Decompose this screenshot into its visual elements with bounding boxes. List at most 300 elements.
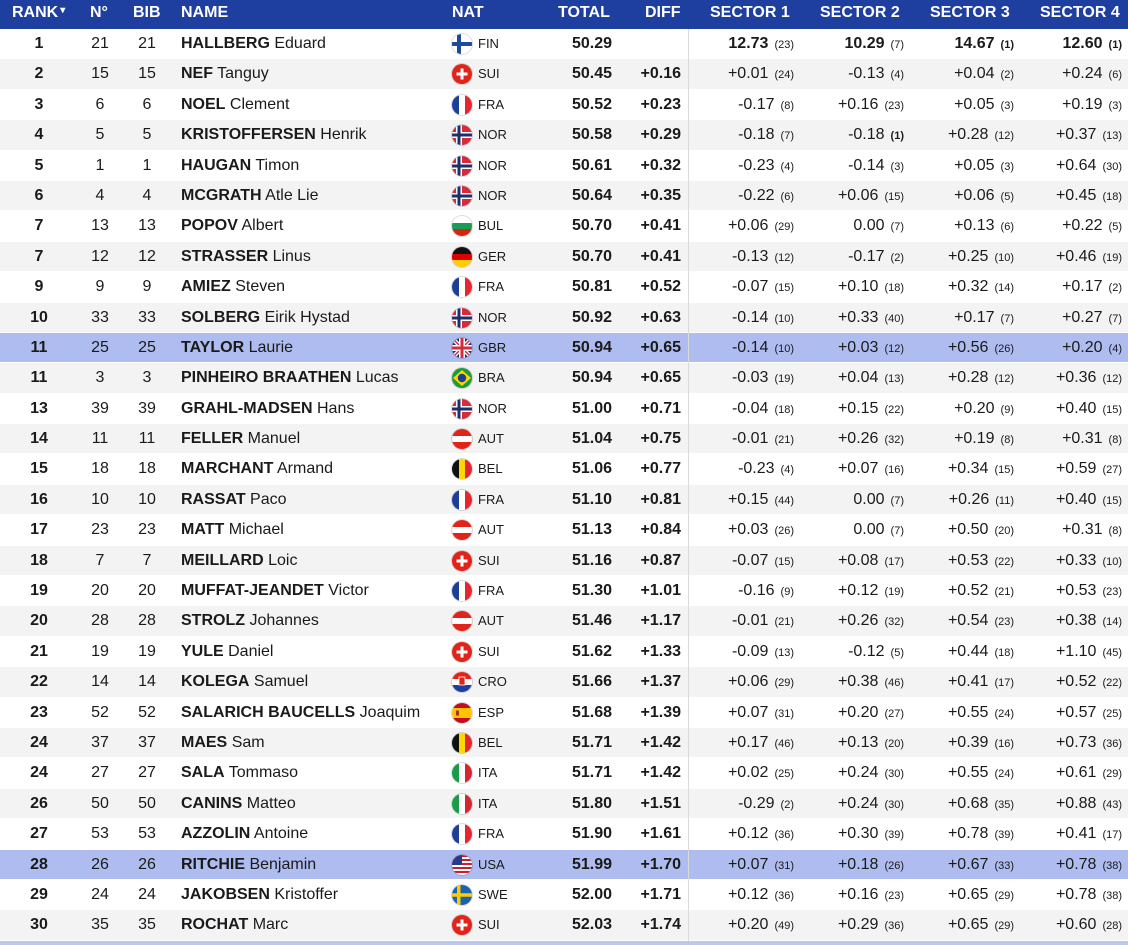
sector1-cell (690, 181, 794, 212)
sector-rank: (22) (884, 403, 904, 416)
number-cell: 13 (91, 217, 109, 235)
sector2-cell (800, 819, 904, 850)
sector4-cell (1020, 394, 1122, 425)
sector1-cell (690, 333, 794, 364)
nation-code: BEL (478, 461, 503, 477)
rank-cell: 7 (34, 247, 44, 265)
sector-gap: +0.59 (1055, 460, 1097, 478)
sector-rank: (29) (774, 221, 794, 234)
sector1-column-header[interactable]: SECTOR 1 (710, 4, 790, 21)
sector3-cell (910, 333, 1014, 364)
sector-gap: -0.01 (731, 612, 769, 630)
sector4-column-header[interactable]: SECTOR 4 (1040, 4, 1120, 21)
sector-gap: +0.07 (727, 855, 769, 873)
sector4-cell (1020, 485, 1122, 516)
table-row[interactable] (0, 90, 1128, 120)
sector-rank: (24) (994, 768, 1014, 781)
sector2-column-header[interactable]: SECTOR 2 (820, 4, 900, 21)
sector-rank: (8) (780, 99, 794, 112)
rank-cell: 13 (30, 399, 48, 417)
athlete-name[interactable] (181, 698, 420, 728)
diff-time: +0.16 (640, 65, 681, 83)
athlete-name[interactable] (181, 242, 311, 272)
athlete-first-name: Eduard (274, 35, 326, 52)
sector-gap: -0.07 (731, 278, 769, 296)
sector-gap: +0.13 (954, 217, 995, 235)
diff-time: +1.42 (640, 764, 681, 782)
athlete-name[interactable] (181, 880, 338, 910)
table-row[interactable] (0, 120, 1128, 150)
athlete-last-name: MATT (181, 521, 225, 539)
athlete-last-name: STRASSER (181, 247, 269, 265)
rank-cell: 24 (30, 764, 48, 782)
sector-rank: (26) (774, 525, 794, 538)
sector-rank: (7) (780, 130, 794, 143)
sector-rank: (30) (884, 768, 904, 781)
rank-cell: 11 (30, 338, 48, 356)
sector3-cell (910, 59, 1014, 90)
athlete-name[interactable] (181, 90, 289, 120)
athlete-name[interactable] (181, 151, 299, 181)
diff-time: +0.63 (640, 308, 681, 326)
athlete-name[interactable] (181, 910, 288, 940)
sector-gap: +0.78 (947, 825, 989, 843)
sector-gap: +0.19 (954, 430, 995, 448)
athlete-name[interactable] (181, 546, 297, 576)
sector-gap: +0.10 (837, 278, 879, 296)
athlete-last-name: NEF (181, 65, 213, 83)
sector-rank: (6) (1000, 221, 1014, 234)
table-row[interactable] (0, 637, 1128, 667)
table-row[interactable] (0, 242, 1128, 272)
table-row[interactable] (0, 151, 1128, 181)
rank-cell: 19 (30, 582, 48, 600)
sector-gap: +0.17 (954, 308, 995, 326)
sector4-cell (1020, 242, 1122, 273)
sector-gap: +0.24 (837, 794, 879, 812)
sector-rank: (46) (884, 677, 904, 690)
nation-code: ITA (478, 795, 498, 811)
sector-rank: (28) (1102, 920, 1122, 933)
sector-gap: -0.17 (848, 247, 885, 265)
sector-gap: +0.15 (727, 490, 769, 508)
rank-cell: 24 (30, 733, 48, 751)
sector-rank: (5) (890, 646, 904, 659)
sector4-cell (1020, 637, 1122, 668)
table-row[interactable] (0, 789, 1128, 819)
nation-code: ESP (478, 704, 505, 720)
rank-cell: 4 (34, 126, 44, 144)
sector-rank: (15) (1102, 403, 1122, 416)
sector-rank: (22) (1102, 677, 1122, 690)
sector-rank: (4) (1108, 342, 1122, 355)
athlete-first-name: Eirik Hystad (264, 308, 350, 326)
sector2-cell (800, 485, 904, 516)
table-row[interactable] (0, 819, 1128, 849)
table-row[interactable] (0, 485, 1128, 515)
athlete-first-name: Laurie (248, 338, 294, 356)
sector3-cell (910, 546, 1014, 577)
rank-cell: 10 (30, 308, 48, 326)
sector4-cell (1020, 606, 1122, 637)
diff-time: +1.71 (640, 885, 681, 903)
total-time: 50.45 (571, 65, 612, 83)
sector-gap: -0.18 (848, 126, 885, 144)
athlete-name[interactable] (181, 181, 319, 211)
diff-time: +1.01 (640, 582, 681, 600)
sector4-cell (1020, 910, 1122, 941)
table-row[interactable] (0, 606, 1128, 636)
sector4-cell (1020, 59, 1122, 90)
athlete-name[interactable] (181, 394, 354, 424)
sector-gap: +0.30 (837, 825, 879, 843)
sector-rank: (16) (884, 464, 904, 477)
sector3-cell (910, 485, 1014, 516)
table-row[interactable] (0, 272, 1128, 302)
sector1-cell (690, 576, 794, 607)
sector-rank: (31) (774, 707, 794, 720)
table-row[interactable] (0, 211, 1128, 241)
sector1-cell (690, 454, 794, 485)
sector2-cell (800, 211, 904, 242)
sector-gap: +0.28 (947, 369, 989, 387)
total-time: 51.68 (571, 703, 612, 721)
sector-gap: +0.05 (954, 156, 995, 174)
sector-rank: (33) (994, 859, 1014, 872)
sector-rank: (24) (774, 69, 794, 82)
rank-cell: 16 (30, 490, 48, 508)
rank-header-label: RANK (12, 4, 59, 21)
athlete-last-name: HAUGAN (181, 156, 252, 174)
athlete-first-name: Antoine (253, 825, 309, 843)
table-row[interactable] (0, 181, 1128, 211)
sector-gap: +0.31 (1062, 521, 1103, 539)
sector-rank: (40) (884, 312, 904, 325)
flag-fra-icon (452, 95, 472, 115)
sector-rank: (19) (884, 586, 904, 599)
bib-cell: 12 (138, 247, 156, 265)
table-row[interactable] (0, 667, 1128, 697)
table-row[interactable] (0, 303, 1128, 333)
sector3-cell (910, 303, 1014, 334)
sector4-cell (1020, 758, 1122, 789)
nation-code: SUI (478, 917, 500, 933)
diff-time: +0.23 (640, 95, 681, 113)
table-row[interactable] (0, 363, 1128, 393)
athlete-last-name: KOLEGA (181, 673, 250, 691)
sector-gap: -0.14 (848, 156, 885, 174)
sector-rank: (18) (884, 282, 904, 295)
table-row[interactable] (0, 728, 1128, 758)
diff-time: +1.42 (640, 733, 681, 751)
table-header (0, 0, 1128, 29)
sector-time: 12.73 (728, 35, 769, 52)
athlete-name[interactable] (181, 637, 273, 667)
sector4-cell (1020, 667, 1122, 698)
sector-rank: (18) (1102, 190, 1122, 203)
sector-rank: (4) (780, 160, 794, 173)
sector-gap: -0.29 (738, 794, 775, 812)
athlete-name[interactable] (181, 485, 287, 515)
rank-cell: 21 (30, 642, 48, 660)
sector-gap: +0.01 (727, 65, 769, 83)
diff-column-header[interactable]: DIFF (645, 4, 681, 21)
diff-time: +0.65 (640, 369, 681, 387)
table-row[interactable] (0, 333, 1128, 363)
sector-gap: +0.78 (1055, 855, 1097, 873)
athlete-last-name: MAES (181, 733, 228, 751)
total-time: 51.30 (571, 582, 612, 600)
sector-rank: (4) (890, 69, 904, 82)
sector-gap: +0.52 (1055, 673, 1097, 691)
rank-cell: 3 (34, 95, 44, 113)
sector-rank: (38) (1102, 889, 1122, 902)
sector-rank: (8) (1108, 434, 1122, 447)
sector-gap: +0.29 (837, 916, 879, 934)
sector-rank: (10) (994, 251, 1014, 264)
bib-cell: 7 (142, 551, 152, 569)
sector-gap: -0.16 (738, 582, 775, 600)
sector-rank: (15) (994, 464, 1014, 477)
table-row[interactable] (0, 698, 1128, 728)
sector-time: 14.67 (954, 35, 995, 52)
name-column-header[interactable]: NAME (181, 4, 229, 21)
athlete-name[interactable] (181, 850, 316, 880)
athlete-name[interactable] (181, 272, 285, 302)
table-row[interactable] (0, 394, 1128, 424)
table-row[interactable] (0, 454, 1128, 484)
athlete-name[interactable] (181, 454, 333, 484)
athlete-name[interactable] (181, 120, 367, 150)
athlete-name[interactable] (181, 758, 298, 788)
bib-cell: 35 (138, 916, 156, 934)
sector-rank: (7) (890, 525, 904, 538)
sector-rank: (16) (994, 737, 1014, 750)
bib-cell: 53 (138, 825, 156, 843)
athlete-last-name: KRISTOFFERSEN (181, 126, 316, 144)
sector-rank: (4) (780, 464, 794, 477)
sector-rank: (12) (884, 342, 904, 355)
sector-rank: (7) (890, 221, 904, 234)
nation-code: SWE (478, 886, 508, 902)
sector-rank: (8) (1108, 525, 1122, 538)
sector2-cell (800, 90, 904, 121)
number-cell: 4 (95, 186, 105, 204)
sector-gap: +0.17 (727, 733, 769, 751)
athlete-first-name: Steven (235, 278, 286, 296)
sector-gap: +0.27 (1062, 308, 1103, 326)
sector-rank: (10) (1102, 555, 1122, 568)
total-time: 52.00 (571, 885, 612, 903)
sector-gap: -0.13 (731, 247, 769, 265)
number-cell: 15 (91, 65, 109, 83)
total-time: 50.92 (571, 308, 612, 326)
sector1-cell (690, 910, 794, 941)
table-row[interactable] (0, 758, 1128, 788)
athlete-name[interactable] (181, 667, 308, 697)
sector1-cell (690, 515, 794, 546)
table-row[interactable] (0, 59, 1128, 89)
table-row[interactable] (0, 910, 1128, 940)
bib-cell: 37 (138, 733, 156, 751)
sector-rank: (44) (774, 494, 794, 507)
number-column-header[interactable]: N° (90, 4, 108, 21)
athlete-name[interactable] (181, 728, 265, 758)
sector1-cell (690, 789, 794, 820)
athlete-name[interactable] (181, 29, 326, 59)
nation-code: NOR (478, 187, 507, 203)
athlete-last-name: RASSAT (181, 490, 246, 508)
nation-code: FRA (478, 491, 504, 507)
number-cell: 20 (91, 582, 109, 600)
sector2-cell (800, 910, 904, 941)
sector-rank: (8) (1000, 434, 1014, 447)
sector-gap: +0.53 (1055, 582, 1097, 600)
sector-rank: (30) (884, 798, 904, 811)
sector-gap: +0.22 (1062, 217, 1103, 235)
sector3-cell (910, 576, 1014, 607)
bib-cell: 10 (138, 490, 156, 508)
athlete-name[interactable] (181, 363, 399, 393)
bib-cell: 19 (138, 642, 156, 660)
sector-gap: +0.12 (727, 825, 769, 843)
sector-gap: +0.50 (947, 521, 989, 539)
athlete-name[interactable] (181, 515, 284, 545)
athlete-name[interactable] (181, 819, 308, 849)
sector-gap: -0.01 (731, 430, 769, 448)
sector-rank: (21) (774, 434, 794, 447)
sector1-cell (690, 151, 794, 182)
rank-cell: 29 (30, 885, 48, 903)
sector-gap: +0.54 (947, 612, 989, 630)
sector-gap: -0.23 (738, 156, 775, 174)
sector3-column-header[interactable]: SECTOR 3 (930, 4, 1010, 21)
sector-rank: (36) (774, 829, 794, 842)
sector-rank: (39) (994, 829, 1014, 842)
bib-cell: 3 (142, 369, 152, 387)
sector-gap: +0.53 (947, 551, 989, 569)
number-cell: 27 (91, 764, 109, 782)
athlete-first-name: Benjamin (249, 855, 317, 873)
sector-gap: +0.41 (947, 673, 989, 691)
sector-gap: +0.37 (1055, 126, 1097, 144)
sector-gap: +0.31 (1062, 430, 1103, 448)
sector-rank: (36) (774, 889, 794, 902)
nation-code: BEL (478, 734, 503, 750)
sector-rank: (6) (780, 190, 794, 203)
column-divider (688, 29, 689, 945)
sector-gap: +0.20 (954, 399, 995, 417)
athlete-name[interactable] (181, 333, 293, 363)
rank-cell: 5 (34, 156, 44, 174)
sector-rank: (10) (774, 342, 794, 355)
table-row[interactable] (0, 515, 1128, 545)
sector-gap: +0.13 (837, 733, 879, 751)
sector2-cell (800, 303, 904, 334)
sector-rank: (29) (994, 889, 1014, 902)
sector-rank: (13) (1102, 130, 1122, 143)
bib-cell: 20 (138, 582, 156, 600)
sector2-cell (800, 120, 904, 151)
bib-cell: 9 (142, 278, 152, 296)
nat-column-header[interactable]: NAT (452, 4, 484, 21)
sector-time: 10.29 (844, 35, 885, 52)
number-cell: 37 (91, 733, 109, 751)
athlete-last-name: NOEL (181, 95, 226, 113)
table-row[interactable] (0, 576, 1128, 606)
bib-cell: 39 (138, 399, 156, 417)
sector-gap: +0.44 (947, 642, 989, 660)
sector3-cell (910, 667, 1014, 698)
sector-rank: (2) (1000, 69, 1014, 82)
table-row[interactable] (0, 29, 1128, 59)
total-time: 51.00 (571, 399, 612, 417)
diff-time: +0.29 (640, 126, 681, 144)
sector-gap: +0.60 (1055, 916, 1097, 934)
number-cell: 21 (91, 35, 109, 52)
athlete-first-name: Samuel (253, 673, 309, 691)
sector-gap: +0.17 (1062, 278, 1103, 296)
sector-rank: (1) (890, 130, 904, 143)
table-row[interactable] (0, 850, 1128, 880)
table-row[interactable] (0, 546, 1128, 576)
sector2-cell (800, 850, 904, 881)
diff-time: +0.77 (640, 460, 681, 478)
nation-code: NOR (478, 400, 507, 416)
bib-cell: 27 (138, 764, 156, 782)
sector-rank: (27) (1102, 464, 1122, 477)
athlete-last-name: STROLZ (181, 612, 245, 630)
sector-rank: (5) (1000, 190, 1014, 203)
sector-rank: (12) (774, 251, 794, 264)
rank-cell: 27 (30, 825, 48, 843)
sector-gap: +0.55 (947, 764, 989, 782)
athlete-name[interactable] (181, 576, 369, 606)
athlete-name[interactable] (181, 303, 350, 333)
sector-gap: -0.14 (731, 308, 769, 326)
athlete-name[interactable] (181, 211, 283, 241)
athlete-name[interactable] (181, 59, 269, 89)
sector2-cell (800, 880, 904, 911)
table-row[interactable] (0, 424, 1128, 454)
bib-cell: 5 (142, 126, 152, 144)
rank-cell: 7 (34, 217, 44, 235)
flag-nor-icon (452, 308, 472, 328)
athlete-last-name: MARCHANT (181, 460, 274, 478)
rank-column-header[interactable] (12, 0, 65, 28)
athlete-name[interactable] (181, 606, 319, 636)
flag-ger-icon (452, 247, 472, 267)
sector-gap: +0.06 (727, 217, 769, 235)
athlete-last-name: SALA (181, 764, 225, 782)
flag-gbr-icon (452, 338, 472, 358)
bib-cell: 24 (138, 885, 156, 903)
athlete-name[interactable] (181, 424, 300, 454)
sector4-cell (1020, 576, 1122, 607)
table-row[interactable] (0, 880, 1128, 910)
sector-rank: (23) (1102, 586, 1122, 599)
athlete-name[interactable] (181, 789, 296, 819)
sector3-cell (910, 758, 1014, 789)
sector4-cell (1020, 789, 1122, 820)
flag-nor-icon (452, 186, 472, 206)
number-cell: 6 (95, 95, 105, 113)
nation-code: CRO (478, 674, 507, 690)
nation-code: FIN (478, 36, 499, 51)
total-column-header[interactable]: TOTAL (558, 4, 610, 21)
flag-ita-icon (452, 794, 472, 814)
bib-column-header[interactable]: BIB (133, 4, 161, 21)
